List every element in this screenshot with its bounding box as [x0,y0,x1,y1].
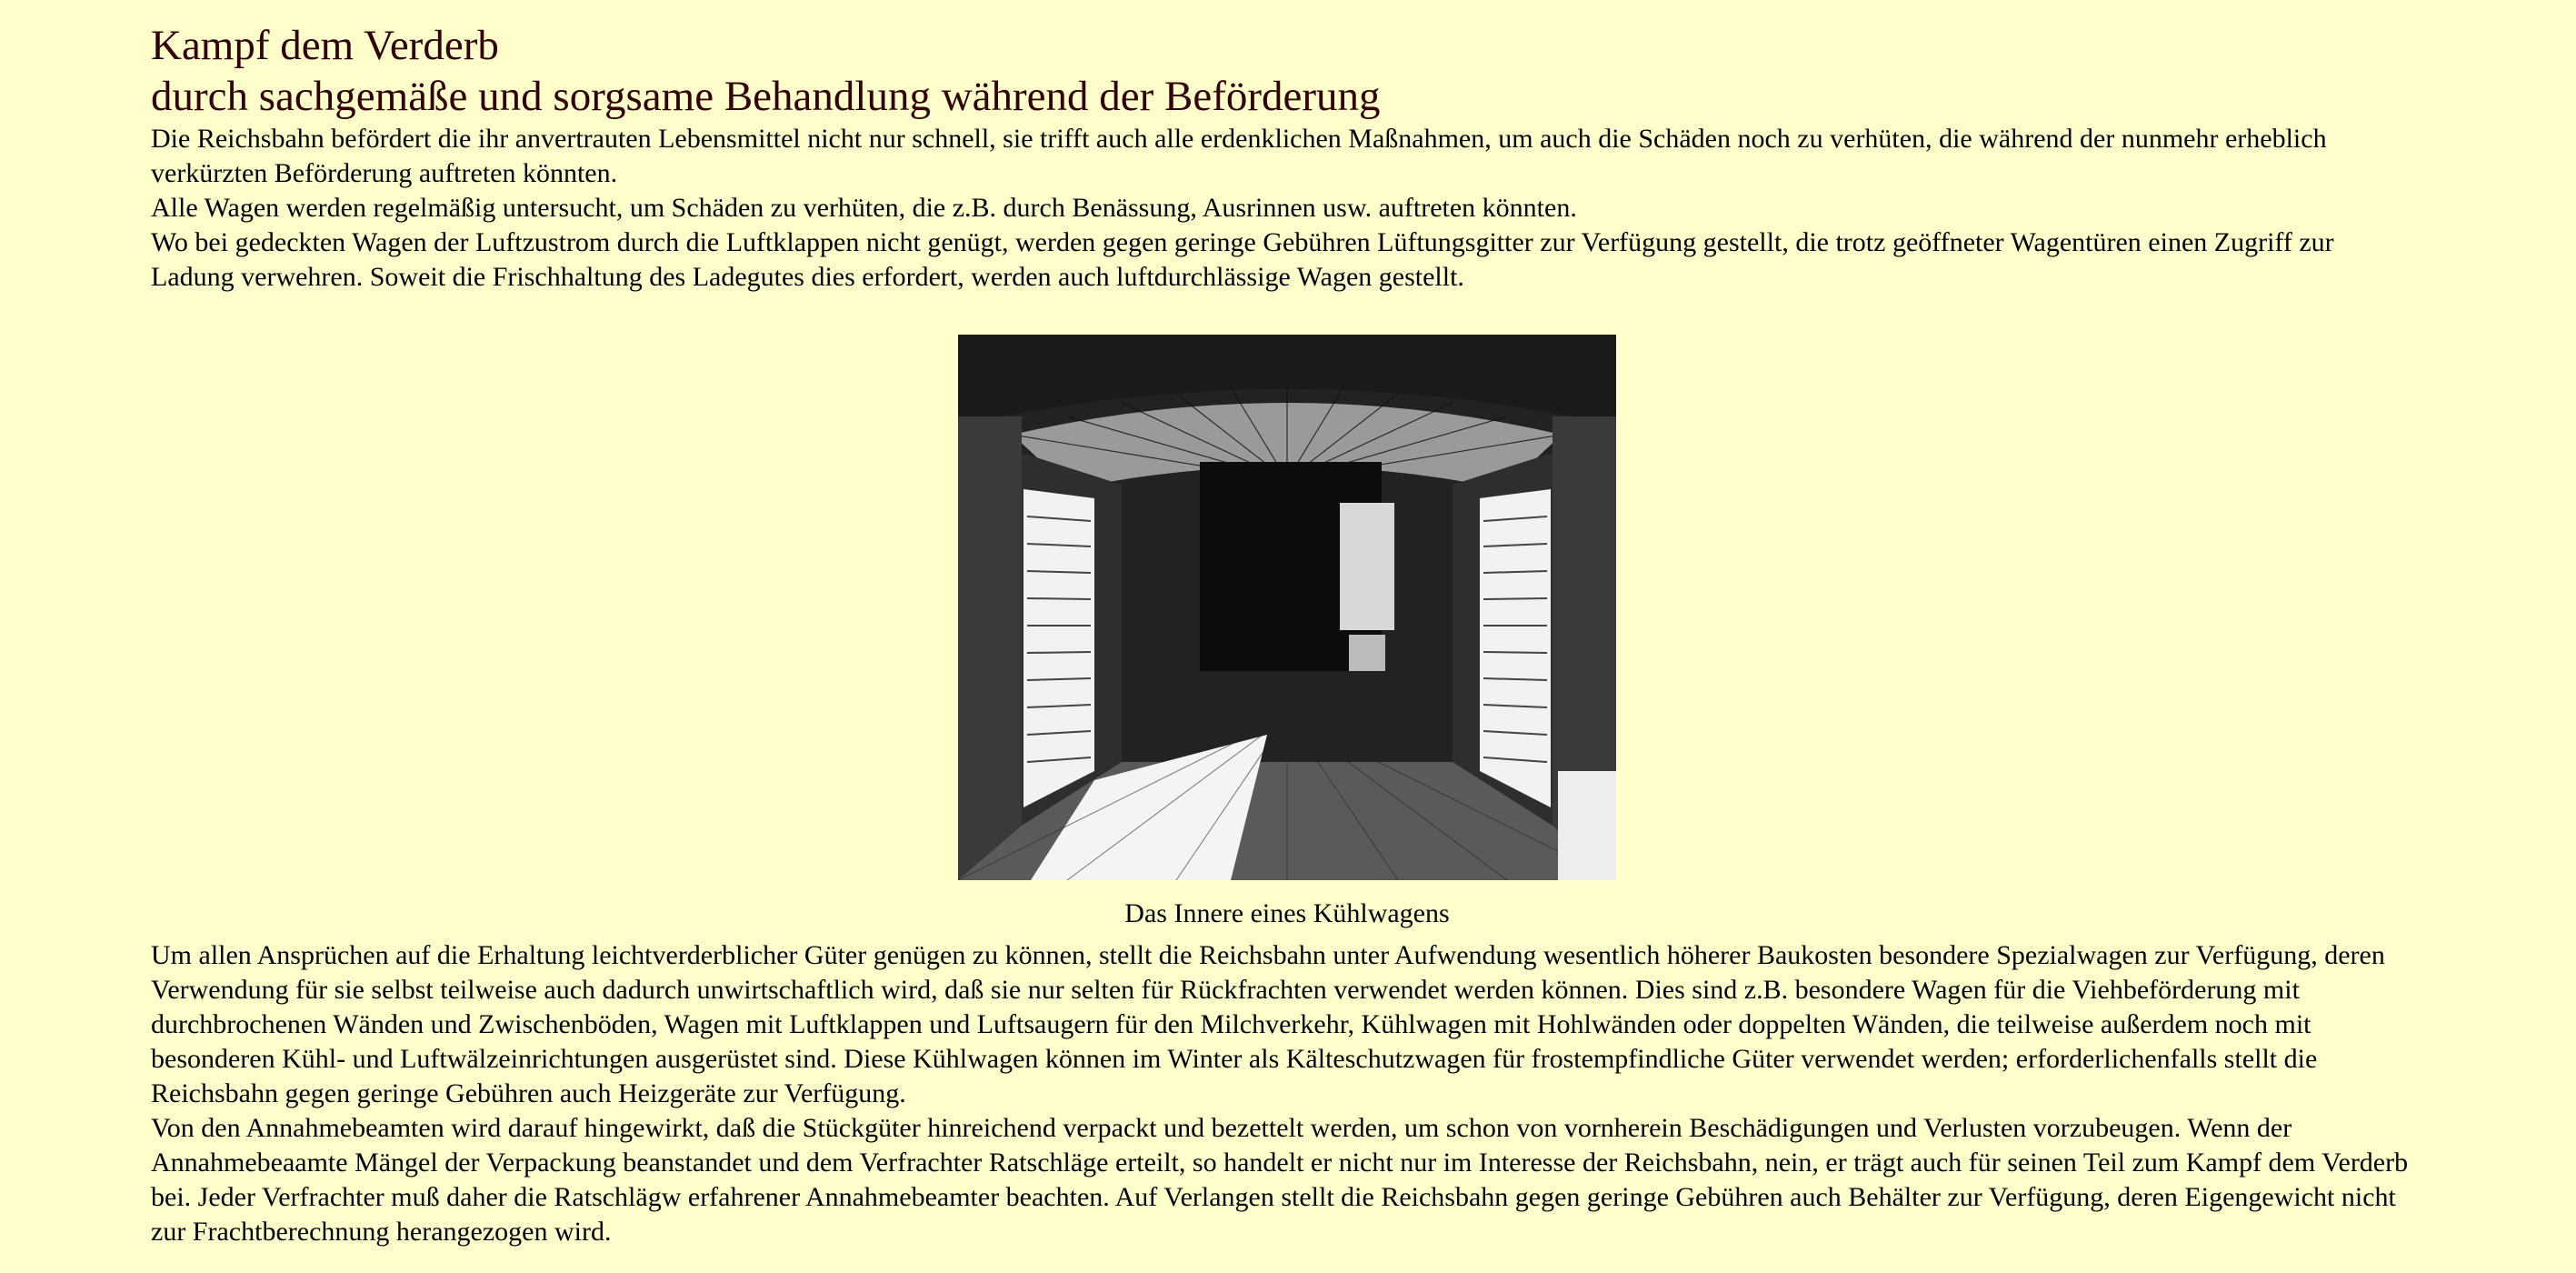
page-subtitle: durch sachgemäße und sorgsame Behandlung während der Beförderung [151,73,1381,120]
body-paragraph-2: Von den Annahmebeamten wird darauf hingewirkt, daß die Stückgüter hinreichend verpackt und bezettelt werden, um schon von vornherein Beschädigungen und Verlusten vorzubeugen. Wenn der Annahmebeaamte Mängel der Verpackung beanstandet und dem Verfrachter Ratschläge erteilt, so handelt er nicht nur im Interesse der Reichsbahn, nein, er trägt auch für seinen Teil zum Kampf dem Verderb bei. Jeder Verfrachter muß daher die Ratschlägw erfahrener Annahmebeamter beachten. Auf Verlangen stellt die Reichsbahn gegen geringe Gebühren auch Behälter zur Verfügung, deren Eigengewicht nicht zur Frachtberechnung herangezogen wird. [151,1113,2409,1247]
intro-paragraph-2: Alle Wagen werden regelmäßig untersucht, um Schäden zu verhüten, die z.B. durch Benässung, Ausrinnen usw. auftreten könnten. [151,193,1577,223]
figure [151,335,2423,931]
page-title: Kampf dem Verderb [151,22,499,69]
intro-text [151,122,2423,295]
refrigerator-car-interior-illustration [958,335,1616,880]
intro-paragraph-1: Die Reichsbahn befördert die ihr anvertrauten Lebensmittel nicht nur schnell, sie trifft auch alle erdenklichen Maßnahmen, um auch die Schäden noch zu verhüten, die während der nunmehr erheblich verkürzten Beförderung auftreten könnten. [151,124,2327,188]
body-text [151,938,2423,1249]
body-paragraph-1: Um allen Ansprüchen auf die Erhaltung leichtverderblicher Güter genügen zu können, stellt die Reichsbahn unter Aufwendung wesentlich höherer Baukosten besondere Spezialwagen zur Verfügung, deren Verwendung für sie selbst teilweise auch dadurch unwirtschaftlich wird, daß sie nur selten für Rückfrachten verwendet werden können. Dies sind z.B. besondere Wagen für die Viehbeförderung mit durchbrochenen Wänden und Zwischenböden, Wagen mit Luftklappen und Luftsaugern für den Milchverkehr, Kühlwagen mit Hohlwänden oder doppelten Wänden, die teilweise außerdem noch mit besonderen Kühl- und Luftwälzeinrichtungen ausgerüstet sind. Diese Kühlwagen können im Winter als Kälteschutzwagen für frostempfindliche Güter verwendet werden; erforderlichenfalls stellt die Reichsbahn gegen geringe Gebühren auch Heizgeräte zur Verfügung. [151,940,2385,1108]
figure-caption: Das Innere eines Kühlwagens [1124,898,1450,928]
intro-paragraph-3: Wo bei gedeckten Wagen der Luftzustrom durch die Luftklappen nicht genügt, werden gegen geringe Gebühren Lüftungsgitter zur Verfügung gestellt, die trotz geöffneter Wagentüren einen Zugriff zur Ladung verwehren. Soweit die Frischhaltung des Ladegutes dies erfordert, werden auch luftdurchlässige Wagen gestellt. [151,227,2334,292]
article [151,0,2423,1249]
